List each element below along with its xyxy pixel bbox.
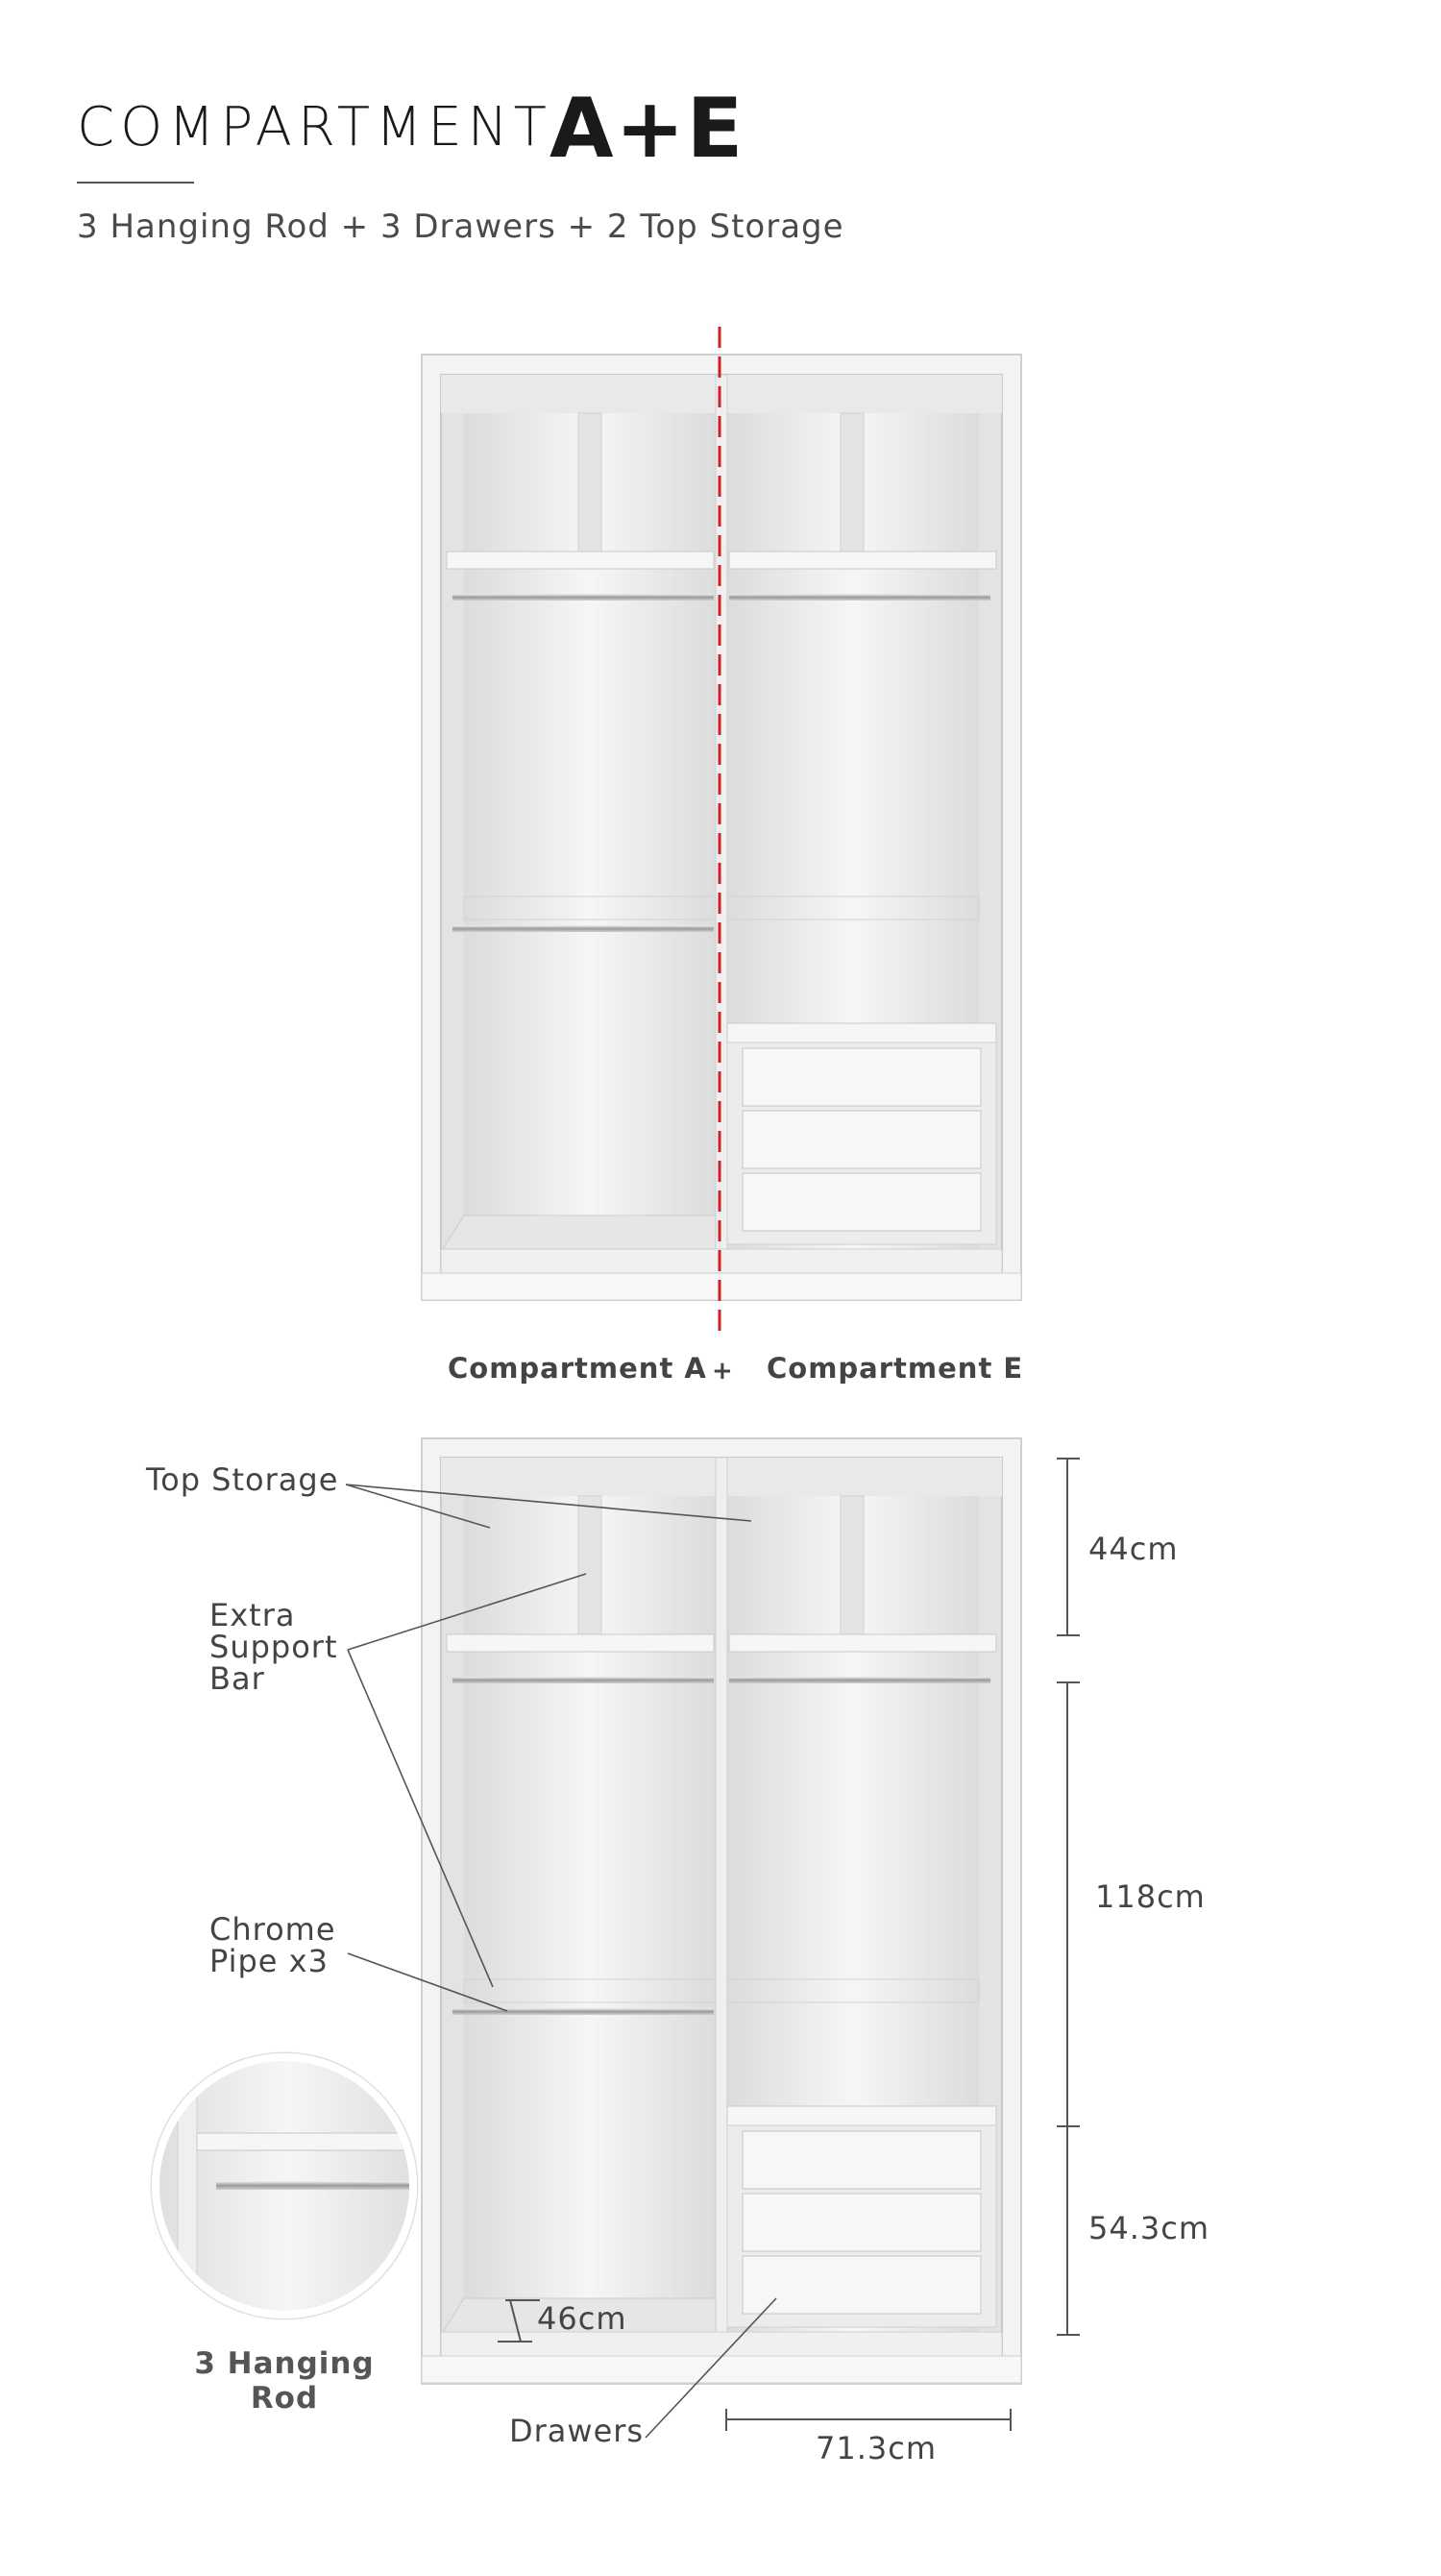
callout-extra-support-bar: [209, 1597, 338, 1697]
dim-depth: 46cm: [537, 2300, 627, 2337]
callout-line: Support: [209, 1629, 338, 1665]
callout-line: Chrome: [209, 1911, 336, 1948]
dim-top-height: 44cm: [1088, 1531, 1179, 1567]
detail-caption: [169, 2346, 400, 2416]
detail-rod-zoom: [144, 2047, 432, 2335]
callout-top-storage: Top Storage: [146, 1461, 339, 1498]
callout-line: Extra: [209, 1597, 296, 1633]
detail-caption-line: 3 Hanging: [194, 2346, 375, 2381]
wardrobe-top: [422, 355, 1021, 1300]
callout-line: Pipe x3: [209, 1943, 329, 1979]
wardrobe-bottom: [422, 1438, 1021, 2384]
dim-width: 71.3cm: [816, 2430, 938, 2466]
dim-drawer-height: 54.3cm: [1088, 2210, 1210, 2246]
subtitle: 3 Hanging Rod + 3 Drawers + 2 Top Storage: [77, 208, 844, 246]
compartment-e-label: Compartment E: [767, 1352, 1024, 1385]
title-code: A+E: [550, 81, 745, 177]
dim-middle-height: 118cm: [1095, 1878, 1206, 1915]
callout-chrome-pipe: [209, 1911, 336, 1979]
compartment-plus-sign: +: [712, 1357, 733, 1386]
callout-line: Bar: [209, 1660, 265, 1697]
title-compartment: COMPARTMENT: [77, 96, 552, 159]
detail-caption-line: Rod: [250, 2381, 319, 2416]
compartment-a-label: Compartment A: [448, 1352, 707, 1385]
callout-drawers: Drawers: [509, 2413, 645, 2449]
